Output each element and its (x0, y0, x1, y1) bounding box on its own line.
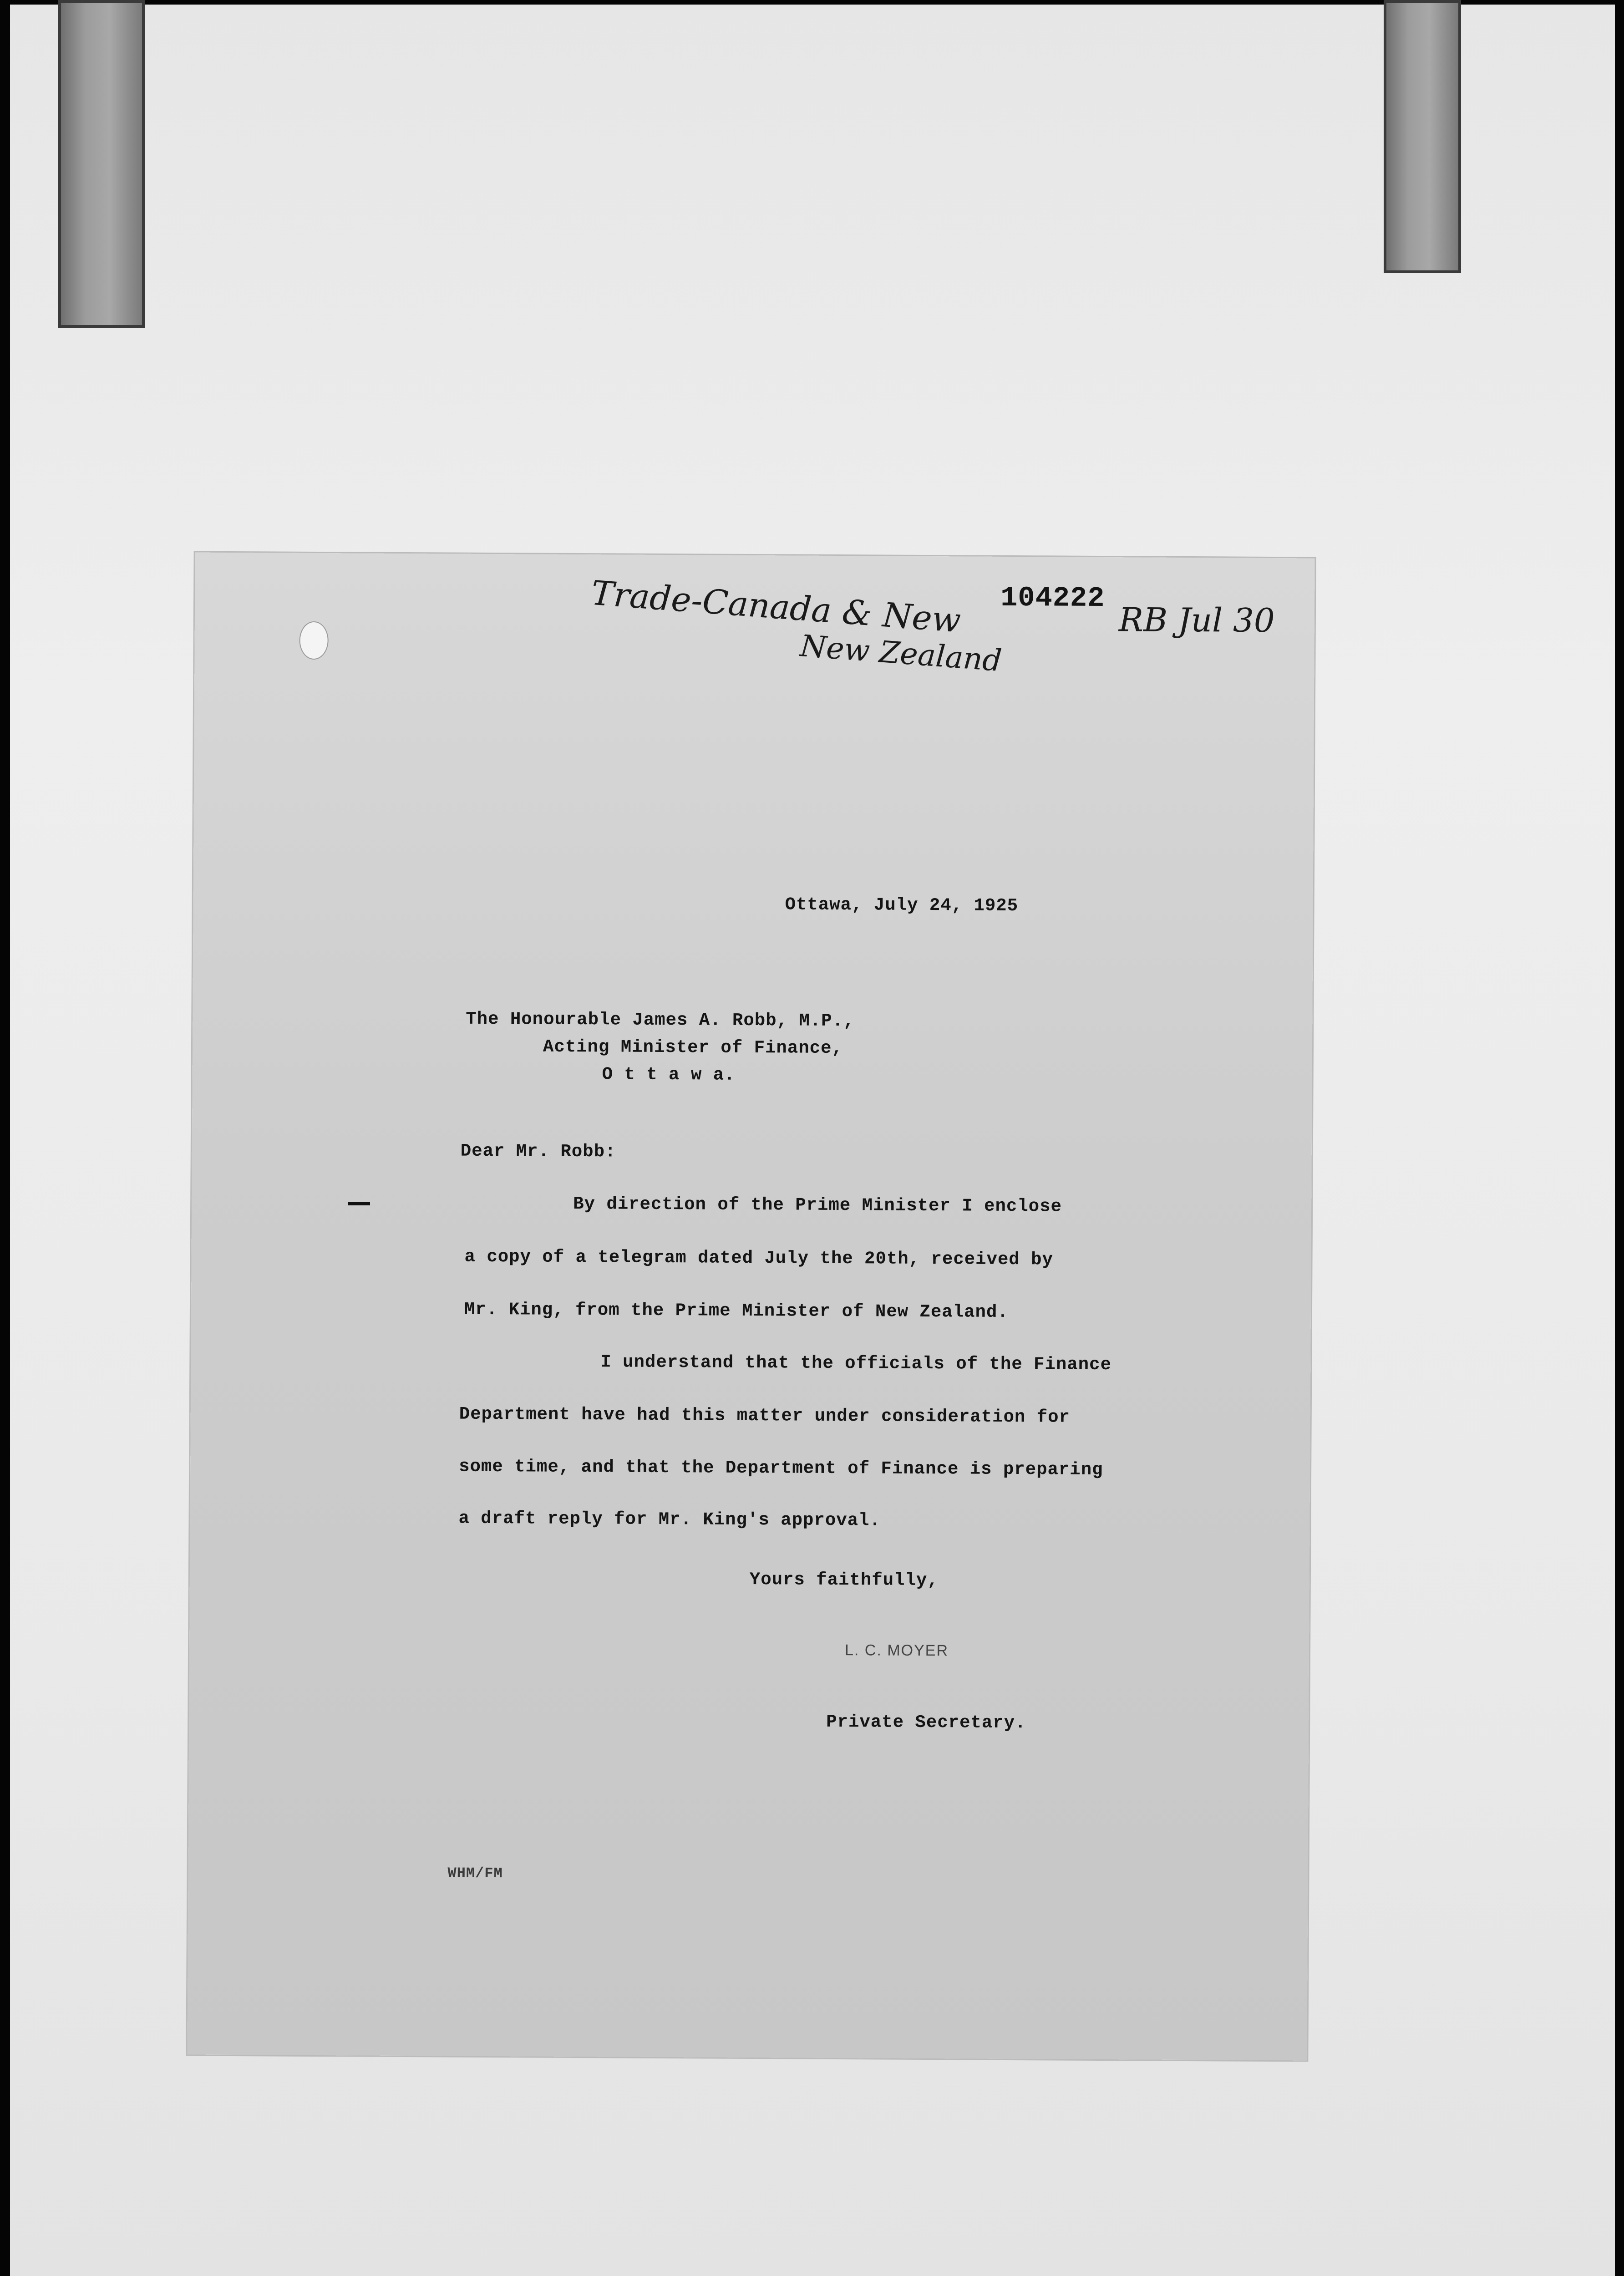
film-border-right (1615, 0, 1624, 2276)
signer-title: Private Secretary. (826, 1712, 1026, 1733)
letter-sheet (187, 553, 1314, 2061)
margin-dash-mark (348, 1202, 370, 1205)
mounting-tape-top-right (1384, 0, 1461, 273)
mounting-tape-top-left (58, 0, 145, 328)
film-border-left (0, 0, 10, 2276)
margin-note-subject-continued: New Zealand (799, 628, 1003, 679)
body-line-7: a draft reply for Mr. King's approval. (458, 1508, 881, 1531)
body-line-6: some time, and that the Department of Finance is preparing (459, 1456, 1103, 1480)
reference-initials: WHM/FM (447, 1864, 503, 1882)
margin-note-subject: Trade-Canada & New (589, 573, 962, 640)
body-line-3: Mr. King, from the Prime Minister of New Zealand. (464, 1299, 1009, 1322)
recipient-title: Acting Minister of Finance, (543, 1036, 843, 1059)
recipient-city: O t t a w a. (602, 1064, 736, 1085)
date-line: Ottawa, July 24, 1925 (785, 894, 1019, 916)
film-border-top (0, 0, 1624, 5)
closing: Yours faithfully, (749, 1569, 939, 1591)
body-line-2: a copy of a telegram dated July the 20th, received by (464, 1246, 1054, 1270)
punch-hole (299, 621, 328, 660)
recipient-name: The Honourable James A. Robb, M.P., (466, 1009, 855, 1031)
body-line-5: Department have had this matter under consideration for (459, 1404, 1071, 1428)
body-line-4: I understand that the officials of the Finance (600, 1352, 1112, 1375)
margin-note-initials-date: RB Jul 30 (1118, 600, 1275, 640)
file-number: 104222 (1000, 581, 1105, 615)
body-line-1: By direction of the Prime Minister I enclose (573, 1194, 1062, 1217)
salutation: Dear Mr. Robb: (460, 1141, 616, 1162)
signature-stamp: L. C. MOYER (844, 1641, 949, 1660)
